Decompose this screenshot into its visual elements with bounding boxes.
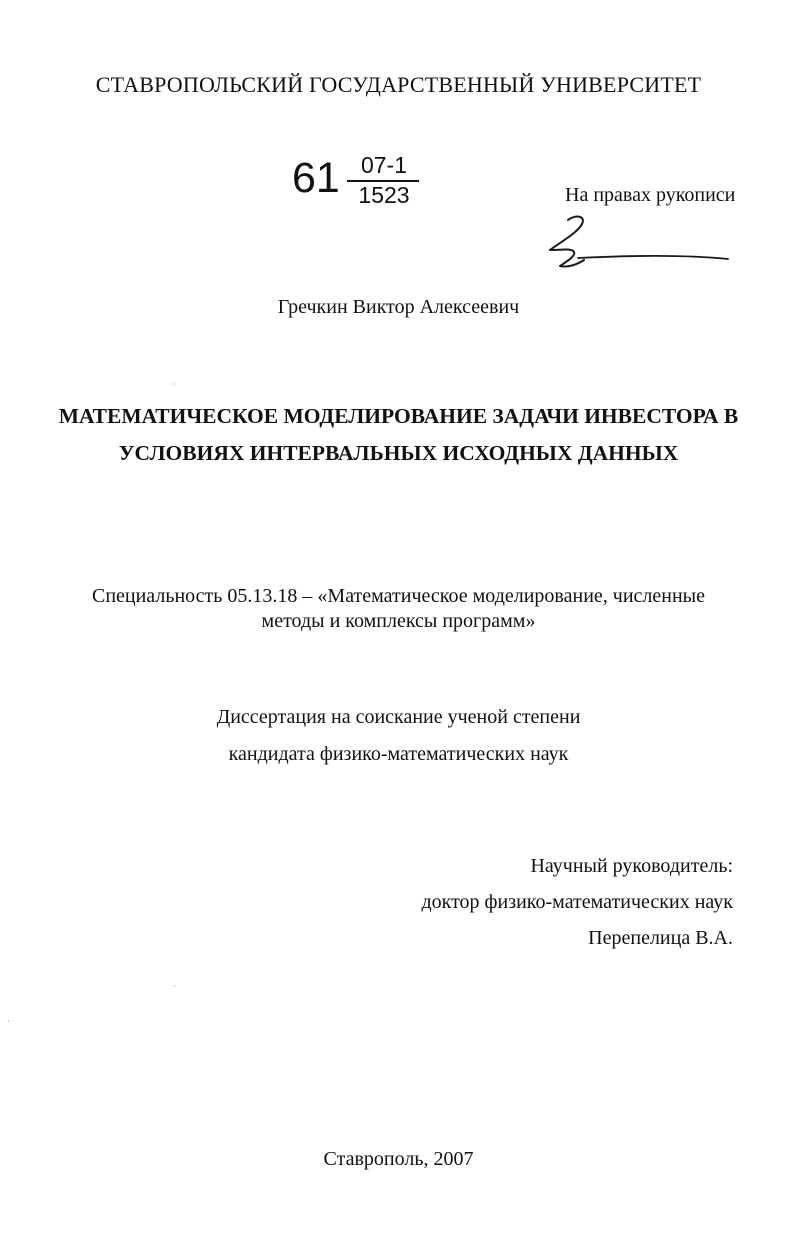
thesis-title-line-1: МАТЕМАТИЧЕСКОЕ МОДЕЛИРОВАНИЕ ЗАДАЧИ ИНВЕСТОРА В — [58, 404, 739, 428]
rights-note: На правах рукописи — [565, 184, 736, 206]
city-year: Ставрополь, 2007 — [323, 1148, 474, 1170]
catalog-code-denominator: 1523 — [358, 182, 410, 208]
author-signature — [538, 210, 738, 280]
dissertation-line-2: кандидата физико-математических наук — [228, 743, 569, 765]
advisor-label: Научный руководитель: — [530, 855, 733, 877]
specialty-line-1: Специальность 05.13.18 – «Математическое моделирование, численные — [91, 585, 705, 607]
catalog-code-numerator: 07-1 — [360, 152, 408, 178]
thesis-title-line-2: УСЛОВИЯХ ИНТЕРВАЛЬНЫХ ИСХОДНЫХ ДАННЫХ — [118, 441, 679, 465]
author-name: Гречкин Виктор Алексеевич — [277, 296, 520, 318]
advisor-name: Перепелица В.А. — [588, 927, 733, 949]
university-name: СТАВРОПОЛЬСКИЙ ГОСУДАРСТВЕННЫЙ УНИВЕРСИТЕТ — [95, 72, 702, 97]
scan-speck — [8, 1020, 9, 1022]
specialty-line-2: методы и комплексы программ» — [261, 610, 536, 632]
advisor-degree: доктор физико-математических наук — [421, 891, 733, 913]
catalog-code-prefix: 61 — [292, 154, 340, 202]
catalog-code — [292, 148, 432, 218]
scan-speck — [174, 985, 175, 987]
dissertation-line-1: Диссертация на соискание ученой степени — [216, 706, 581, 728]
scan-speck — [174, 383, 175, 385]
